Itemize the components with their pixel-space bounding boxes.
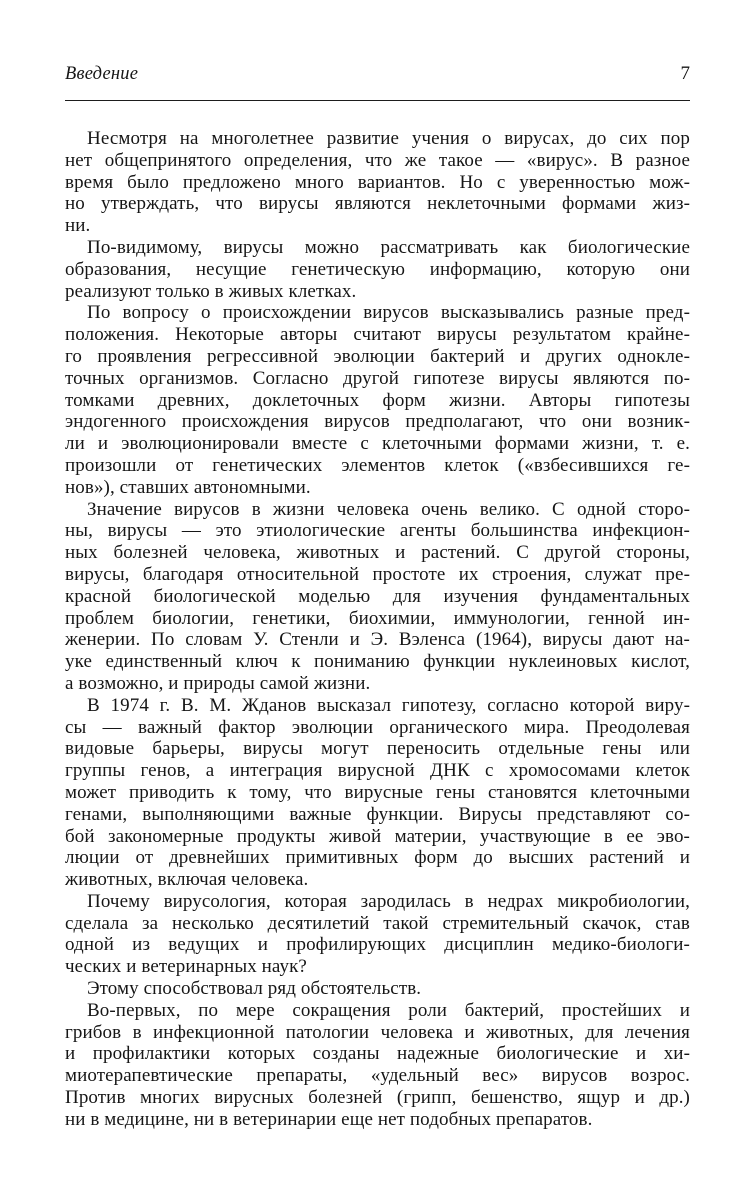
text-line: ческих и ветеринарных наук? bbox=[65, 956, 307, 978]
text-line: Против многих вирусных болезней (грипп, бешенство, ящур и др.) bbox=[65, 1087, 690, 1109]
page-number: 7 bbox=[680, 63, 690, 84]
text-line: Значение вирусов в жизни человека очень велико. С одной сторо- bbox=[87, 498, 690, 520]
text-line: сделала за несколько десятилетий такой стремительный скачок, став bbox=[65, 912, 690, 934]
text-line: Во-первых, по мере сокращения роли бактерий, простейших и bbox=[87, 999, 690, 1021]
paragraph-4 bbox=[65, 499, 690, 695]
text-line: красной биологической моделью для изучения фундаментальных bbox=[65, 585, 690, 607]
text-line: видовые барьеры, вирусы могут переносить отдельные гены или bbox=[65, 738, 690, 760]
text-line: образования, несущие генетическую информацию, которую они bbox=[65, 258, 690, 280]
text-line: произошли от генетических элементов клеток («взбесившихся ге- bbox=[65, 454, 690, 476]
text-line: В 1974 г. В. М. Жданов высказал гипотезу, согласно которой виру- bbox=[87, 694, 690, 716]
text-line: ни в медицине, ни в ветеринарии еще нет подобных препаратов. bbox=[65, 1108, 593, 1130]
paragraph-3 bbox=[65, 302, 690, 498]
text-line: а возможно, и природы самой жизни. bbox=[65, 672, 371, 694]
text-line: ных болезней человека, животных и растений. С другой стороны, bbox=[65, 542, 690, 564]
text-line: уке единственный ключ к пониманию функции нуклеиновых кислот, bbox=[65, 651, 690, 673]
paragraph-2 bbox=[65, 237, 690, 302]
text-line: Этому способствовал ряд обстоятельств. bbox=[87, 978, 422, 1000]
text-line: ны, вирусы — это этиологические агенты большинства инфекцион- bbox=[65, 520, 690, 542]
text-line: ни. bbox=[65, 215, 91, 237]
text-line: миотерапевтические препараты, «удельный вес» вирусов возрос. bbox=[65, 1065, 690, 1087]
paragraph-7 bbox=[65, 978, 690, 1000]
text-line: животных, включая человека. bbox=[65, 869, 309, 891]
text-line: и профилактики которых созданы надежные биологические и хи- bbox=[65, 1043, 690, 1065]
paragraph-1 bbox=[65, 128, 690, 237]
text-line: го проявления регрессивной эволюции бактерий и других однокле- bbox=[65, 345, 690, 367]
text-line: но утверждать, что вирусы являются неклеточными формами жиз- bbox=[65, 193, 690, 215]
text-line: нов»), ставших автономными. bbox=[65, 476, 311, 498]
paragraph-5 bbox=[65, 695, 690, 891]
text-line: люции от древнейших примитивных форм до высших растений и bbox=[65, 847, 690, 869]
text-line: проблем биологии, генетики, биохимии, иммунологии, генной ин- bbox=[65, 607, 690, 629]
running-head: Введение bbox=[65, 64, 139, 84]
text-line: вирусы, благодаря относительной простоте их строения, служат пре- bbox=[65, 563, 690, 585]
text-line: По вопросу о происхождении вирусов высказывались разные пред- bbox=[87, 302, 690, 324]
text-line: генами, выполняющими важные функции. Вирусы представляют со- bbox=[65, 803, 690, 825]
text-line: время было предложено много вариантов. Но с уверенностью мож- bbox=[65, 171, 690, 193]
text-line: положения. Некоторые авторы считают вирусы результатом крайне- bbox=[65, 324, 690, 346]
text-line: ли и эволюционировали вместе с клеточными формами жизни, т. е. bbox=[65, 433, 690, 455]
paragraph-6 bbox=[65, 891, 690, 978]
text-line: одной из ведущих и профилирующих дисциплин медико-биологи- bbox=[65, 934, 690, 956]
text-line: точных организмов. Согласно другой гипотезе вирусы являются по- bbox=[65, 367, 690, 389]
text-line: грибов в инфекционной патологии человека и животных, для лечения bbox=[65, 1021, 690, 1043]
text-line: реализуют только в живых клетках. bbox=[65, 280, 357, 302]
text-line: Несмотря на многолетнее развитие учения о вирусах, до сих пор bbox=[87, 128, 690, 149]
text-line: женерии. По словам У. Стенли и Э. Вэленса (1964), вирусы дают на- bbox=[65, 629, 690, 651]
text-line: группы генов, а интеграция вирусной ДНК с хромосомами клеток bbox=[65, 760, 690, 782]
text-line: эндогенного происхождения вирусов предполагают, что они возник- bbox=[65, 411, 690, 433]
page-body bbox=[65, 128, 690, 1131]
text-line: Почему вирусология, которая зародилась в недрах микробиологии, bbox=[87, 890, 690, 912]
text-line: бой закономерные продукты живой материи, участвующие в ее эво- bbox=[65, 825, 690, 847]
header-rule bbox=[65, 100, 690, 101]
text-line: томками древних, доклеточных форм жизни. Авторы гипотезы bbox=[65, 389, 690, 411]
text-line: сы — важный фактор эволюции органического мира. Преодолевая bbox=[65, 716, 690, 738]
page-header bbox=[65, 63, 690, 89]
text-line: может приводить к тому, что вирусные гены становятся клеточными bbox=[65, 781, 690, 803]
text-line: По-видимому, вирусы можно рассматривать как биологические bbox=[87, 236, 690, 258]
text-line: нет общепринятого определения, что же такое — «вирус». В разное bbox=[65, 149, 690, 171]
paragraph-8 bbox=[65, 1000, 690, 1131]
